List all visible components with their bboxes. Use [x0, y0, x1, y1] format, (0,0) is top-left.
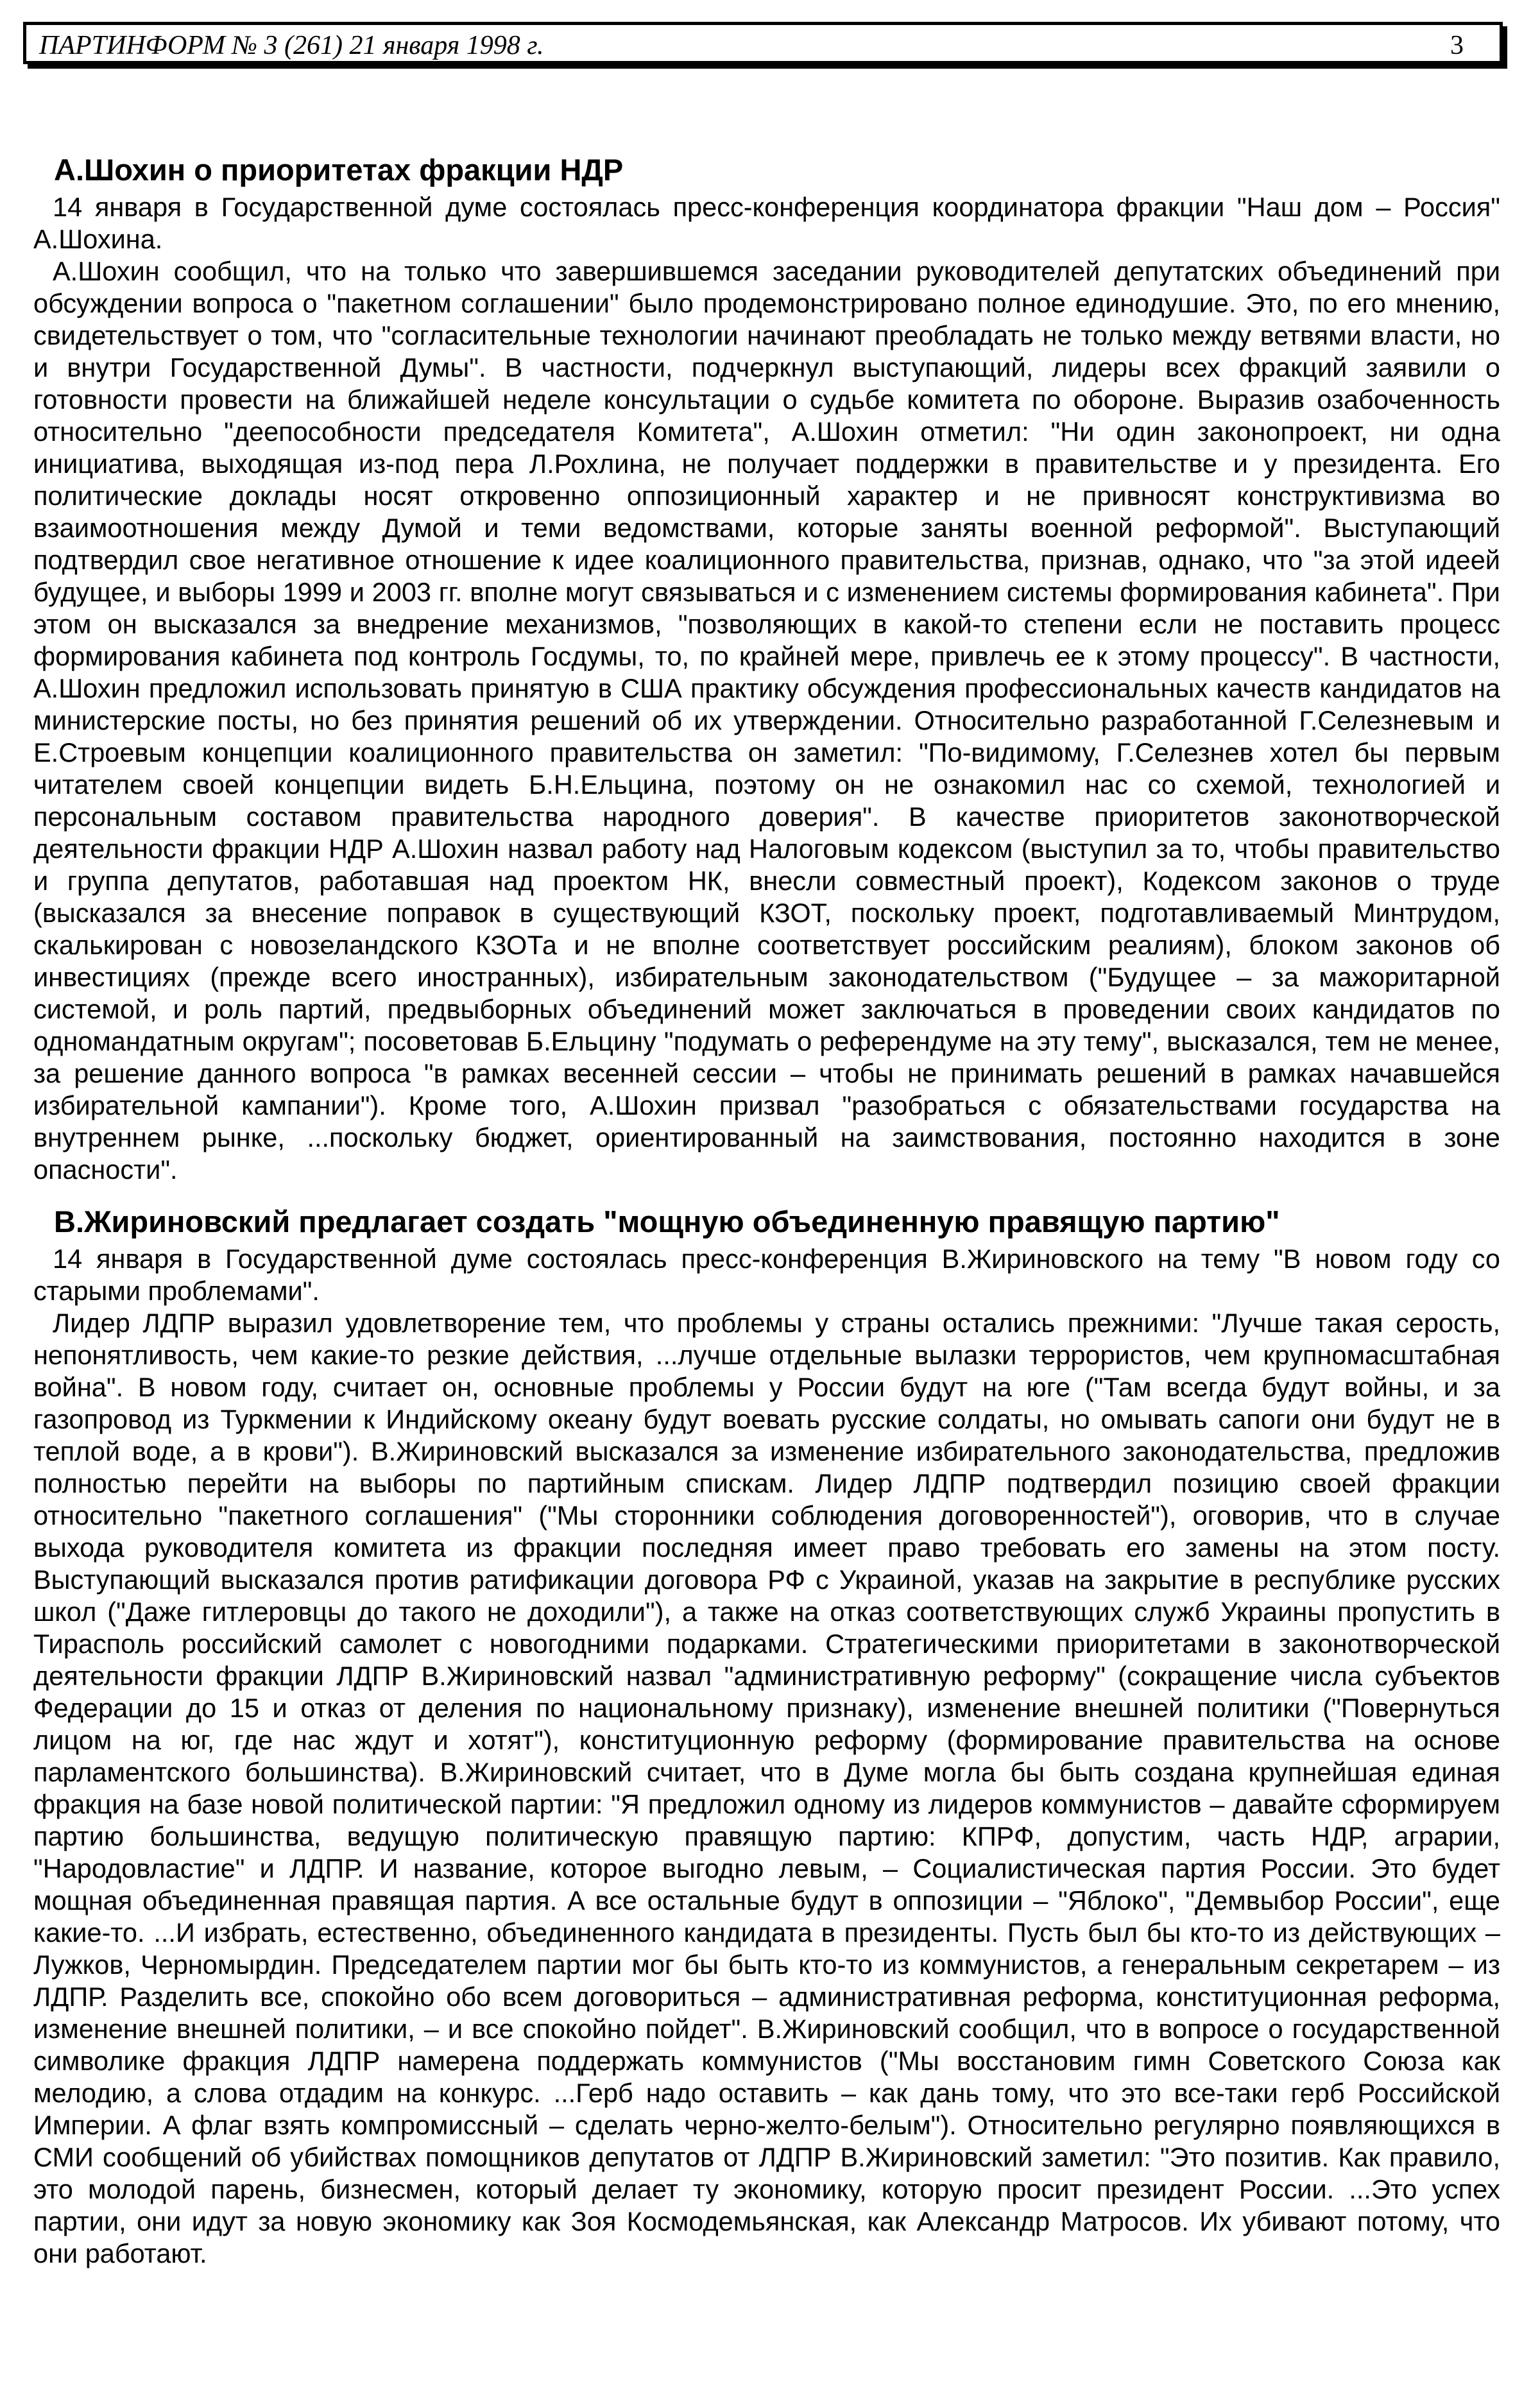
article-paragraph: 14 января в Государственной думе состоялась пресс-конференция В.Жириновского на тему "В новом году со старыми проблемами". — [33, 1244, 1500, 1306]
article-title: В.Жириновский предлагает создать "мощную объединенную правящую партию" — [54, 1204, 1280, 1238]
page-header — [23, 22, 1503, 64]
publication-title: ПАРТИНФОРМ № 3 (261) 21 января 1998 г. — [39, 31, 544, 60]
article-paragraph: А.Шохин сообщил, что на только что завершившемся заседании руководителей депутатских объединений при обсуждении вопроса о "пакетном соглашении" было продемонстрировано полное единодушие. Это, по его мнению, свидетельствует о том, что "согласительные технологии начинают преобладать не только между ветвями власти, но и внутри Государственной Думы". В частности, подчеркнул выступающий, лидеры всех фракций заявили о готовности провести на ближайшей неделе консультации о судьбе комитета по обороне. Выразив озабоченность относительно "деепособности председателя Комитета", А.Шохин отметил: "Ни один законопроект, ни одна инициатива, выходящая из-под пера Л.Рохлина, не получает поддержки в правительстве и у президента. Его политические доклады носят откровенно оппозиционный характер и не привносят конструктивизма во взаимоотношения между Думой и теми ведомствами, которые заняты военной реформой". Выступающий подтвердил свое негативное отношение к идее коалиционного правительства, признав, однако, что "за этой идеей будущее, и выборы 1999 и 2003 гг. вполне могут связываться и с изменением системы формирования кабинета". При этом он высказался за внедрение механизмов, "позволяющих в какой-то степени если не поставить процесс формирования кабинета под контроль Госдумы, то, по крайней мере, привлечь ее к этому процессу". В частности, А.Шохин предложил использовать принятую в США практику обсуждения профессиональных качеств кандидатов на министерские посты, но без принятия решений об их утверждении. Относительно разработанной Г.Селезневым и Е.Строевым концепции коалиционного правительства он заметил: "По-видимому, Г.Селезнев хотел бы первым читателем своей концепции видеть Б.Н.Ельцина, поэтому он не ознакомил нас со схемой, технологией и персональным составом правительства народного доверия". В качестве приоритетов законотворческой деятельности фракции НДР А.Шохин назвал работу над Налоговым кодексом (выступил за то, чтобы правительство и группа депутатов, работавшая над проектом НК, внесли совместный проект), Кодексом законов о труде (высказался за внесение поправок в существующий КЗОТ, поскольку проект, подготавливаемый Минтрудом, скалькирован с новозеландского КЗОТа и не вполне соответствует российским реалиям), блоком законов об инвестициях (прежде всего иностранных), избирательным законодательством ("Будущее – за мажоритарной системой, и роль партий, предвыборных объединений может заключаться в проведении своих кандидатов по одномандатным округам"; посоветовав Б.Ельцину "подумать о референдуме на эту тему", высказался, тем не менее, за решение данного вопроса "в рамках весенней сессии – чтобы не принимать решений в рамках начавшейся избирательной кампании"). Кроме того, А.Шохин призвал "разобраться с обязательствами государства на внутреннем рынке, ...поскольку бюджет, ориентированный на заимствования, постоянно находится в зоне опасности". — [33, 256, 1500, 1185]
page-number: 3 — [1450, 31, 1464, 60]
article-shokhin — [33, 150, 1500, 1186]
article-zhirinovsky — [33, 1202, 1500, 2270]
article-title: А.Шохин о приоритетах фракции НДР — [54, 153, 624, 187]
article-paragraph: 14 января в Государственной думе состоялась пресс-конференция координатора фракции "Наш дом – Россия" А.Шохина. — [33, 192, 1500, 254]
article-paragraph: Лидер ЛДПР выразил удовлетворение тем, что проблемы у страны остались прежними: "Лучше такая серость, непонятливость, чем какие-то резкие действия, ...лучше отдельные вылазки террористов, чем крупномасштабная война". В новом году, считает он, основные проблемы у России будут на юге ("Там всегда будут войны, и за газопровод из Туркмении к Индийскому океану будут воевать русские солдаты, но омывать сапоги они будут не в теплой воде, а в крови"). В.Жириновский высказался за изменение избирательного законодательства, предложив полностью перейти на выборы по партийным спискам. Лидер ЛДПР подтвердил позицию своей фракции относительно "пакетного соглашения" ("Мы сторонники соблюдения договоренностей"), оговорив, что в случае выхода руководителя комитета из фракции последняя имеет право требовать его замены на этом посту. Выступающий высказался против ратификации договора РФ с Украиной, указав на закрытие в республике русских школ ("Даже гитлеровцы до такого не доходили"), а также на отказ соответствующих служб Украины пропустить в Тирасполь российский самолет с новогодними подарками. Стратегическими приоритетами в законотворческой деятельности фракции ЛДПР В.Жириновский назвал "административную реформу" (сокращение числа субъектов Федерации до 15 и отказ от деления по национальному признаку), изменение внешней политики ("Повернуться лицом на юг, где нас ждут и хотят"), конституционную реформу (формирование правительства на основе парламентского большинства). В.Жириновский считает, что в Думе могла бы быть создана крупнейшая единая фракция на базе новой политической партии: "Я предложил одному из лидеров коммунистов – давайте сформируем партию большинства, ведущую политическую правящую партию: КПРФ, допустим, часть НДР, аграрии, "Народовластие" и ЛДПР. И название, которое выгодно левым, – Социалистическая партия России. Это будет мощная объединенная правящая партия. А все остальные будут в оппозиции – "Яблоко", "Демвыбор России", еще какие-то. ...И избрать, естественно, объединенного кандидата в президенты. Пусть был бы кто-то из действующих – Лужков, Черномырдин. Председателем партии мог бы быть кто-то из коммунистов, а генеральным секретарем – из ЛДПР. Разделить все, спокойно обо всем договориться – административная реформа, конституционная реформа, изменение внешней политики, – и все спокойно пойдет". В.Жириновский сообщил, что в вопросе о государственной символике фракция ЛДПР намерена поддержать коммунистов ("Мы восстановим гимн Советского Союза как мелодию, а слова отдадим на конкурс. ...Герб надо оставить – как дань тому, что это все-таки герб Российской Империи. А флаг взять компромиссный – сделать черно-желто-белым"). Относительно регулярно появляющихся в СМИ сообщений об убийствах помощников депутатов от ЛДПР В.Жириновский заметил: "Это позитив. Как правило, это молодой парень, бизнесмен, который делает ту экономику, которую просит президент России. ...Это успех партии, они идут за новую экономику как Зоя Космодемьянская, как Александр Матросов. Их убивают потому, что они работают. — [33, 1308, 1500, 2268]
